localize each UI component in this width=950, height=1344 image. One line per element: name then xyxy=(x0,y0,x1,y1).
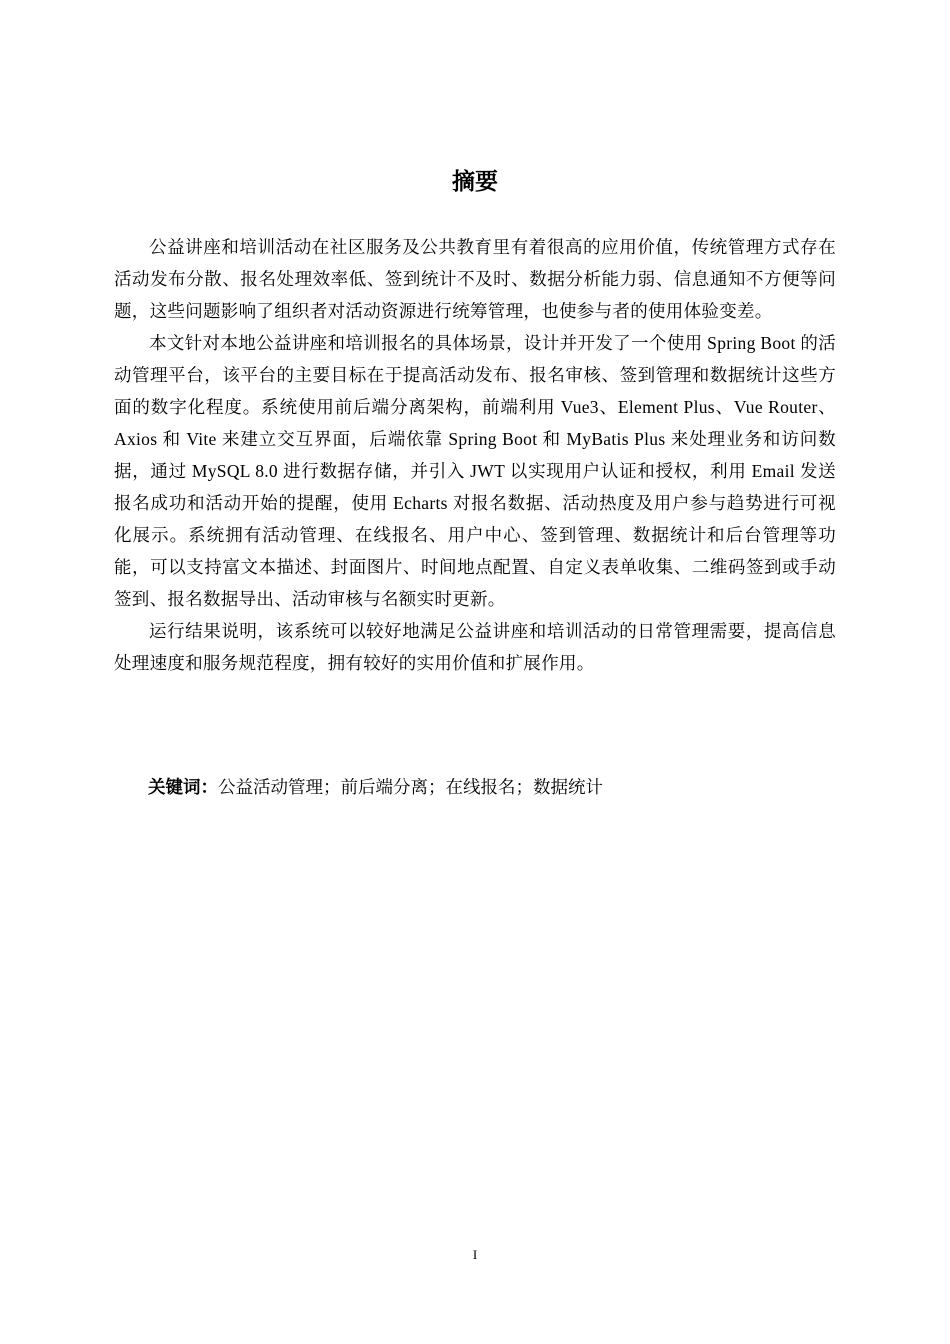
abstract-paragraph-3: 运行结果说明，该系统可以较好地满足公益讲座和培训活动的日常管理需要，提高信息处理速度和服务规范程度，拥有较好的实用价值和扩展作用。 xyxy=(114,621,836,673)
abstract-title: 摘要 xyxy=(452,168,498,194)
abstract-paragraph-2: 本文针对本地公益讲座和培训报名的具体场景，设计并开发了一个使用 Spring Boot 的活动管理平台，该平台的主要目标在于提高活动发布、报名审核、签到管理和数据统计这些方面的数字化程度。系统使用前后端分离架构，前端利用 Vue3、Element Plus、Vue Router、Axios 和 Vite 来建立交互界面，后端依靠 Spring Boot 和 MyBatis Plus 来处理业务和访问数据，通过 MySQL 8.0 进行数据存储，并引入 JWT 以实现用户认证和授权，利用 Email 发送报名成功和活动开始的提醒，使用 Echarts 对报名数据、活动热度及用户参与趋势进行可视化展示。系统拥有活动管理、在线报名、用户中心、签到管理、数据统计和后台管理等功能，可以支持富文本描述、封面图片、时间地点配置、自定义表单收集、二维码签到或手动签到、报名数据导出、活动审核与名额实时更新。 xyxy=(114,333,836,609)
keywords-text: 公益活动管理；前后端分离；在线报名；数据统计 xyxy=(218,777,603,797)
page-number: I xyxy=(472,1247,478,1262)
abstract-body xyxy=(114,231,836,679)
keywords-line xyxy=(148,771,838,803)
abstract-paragraph-1: 公益讲座和培训活动在社区服务及公共教育里有着很高的应用价值，传统管理方式存在活动发布分散、报名处理效率低、签到统计不及时、数据分析能力弱、信息通知不方便等问题，这些问题影响了组织者对活动资源进行统筹管理，也使参与者的使用体验变差。 xyxy=(114,237,836,321)
keywords-label: 关键词： xyxy=(148,777,218,797)
